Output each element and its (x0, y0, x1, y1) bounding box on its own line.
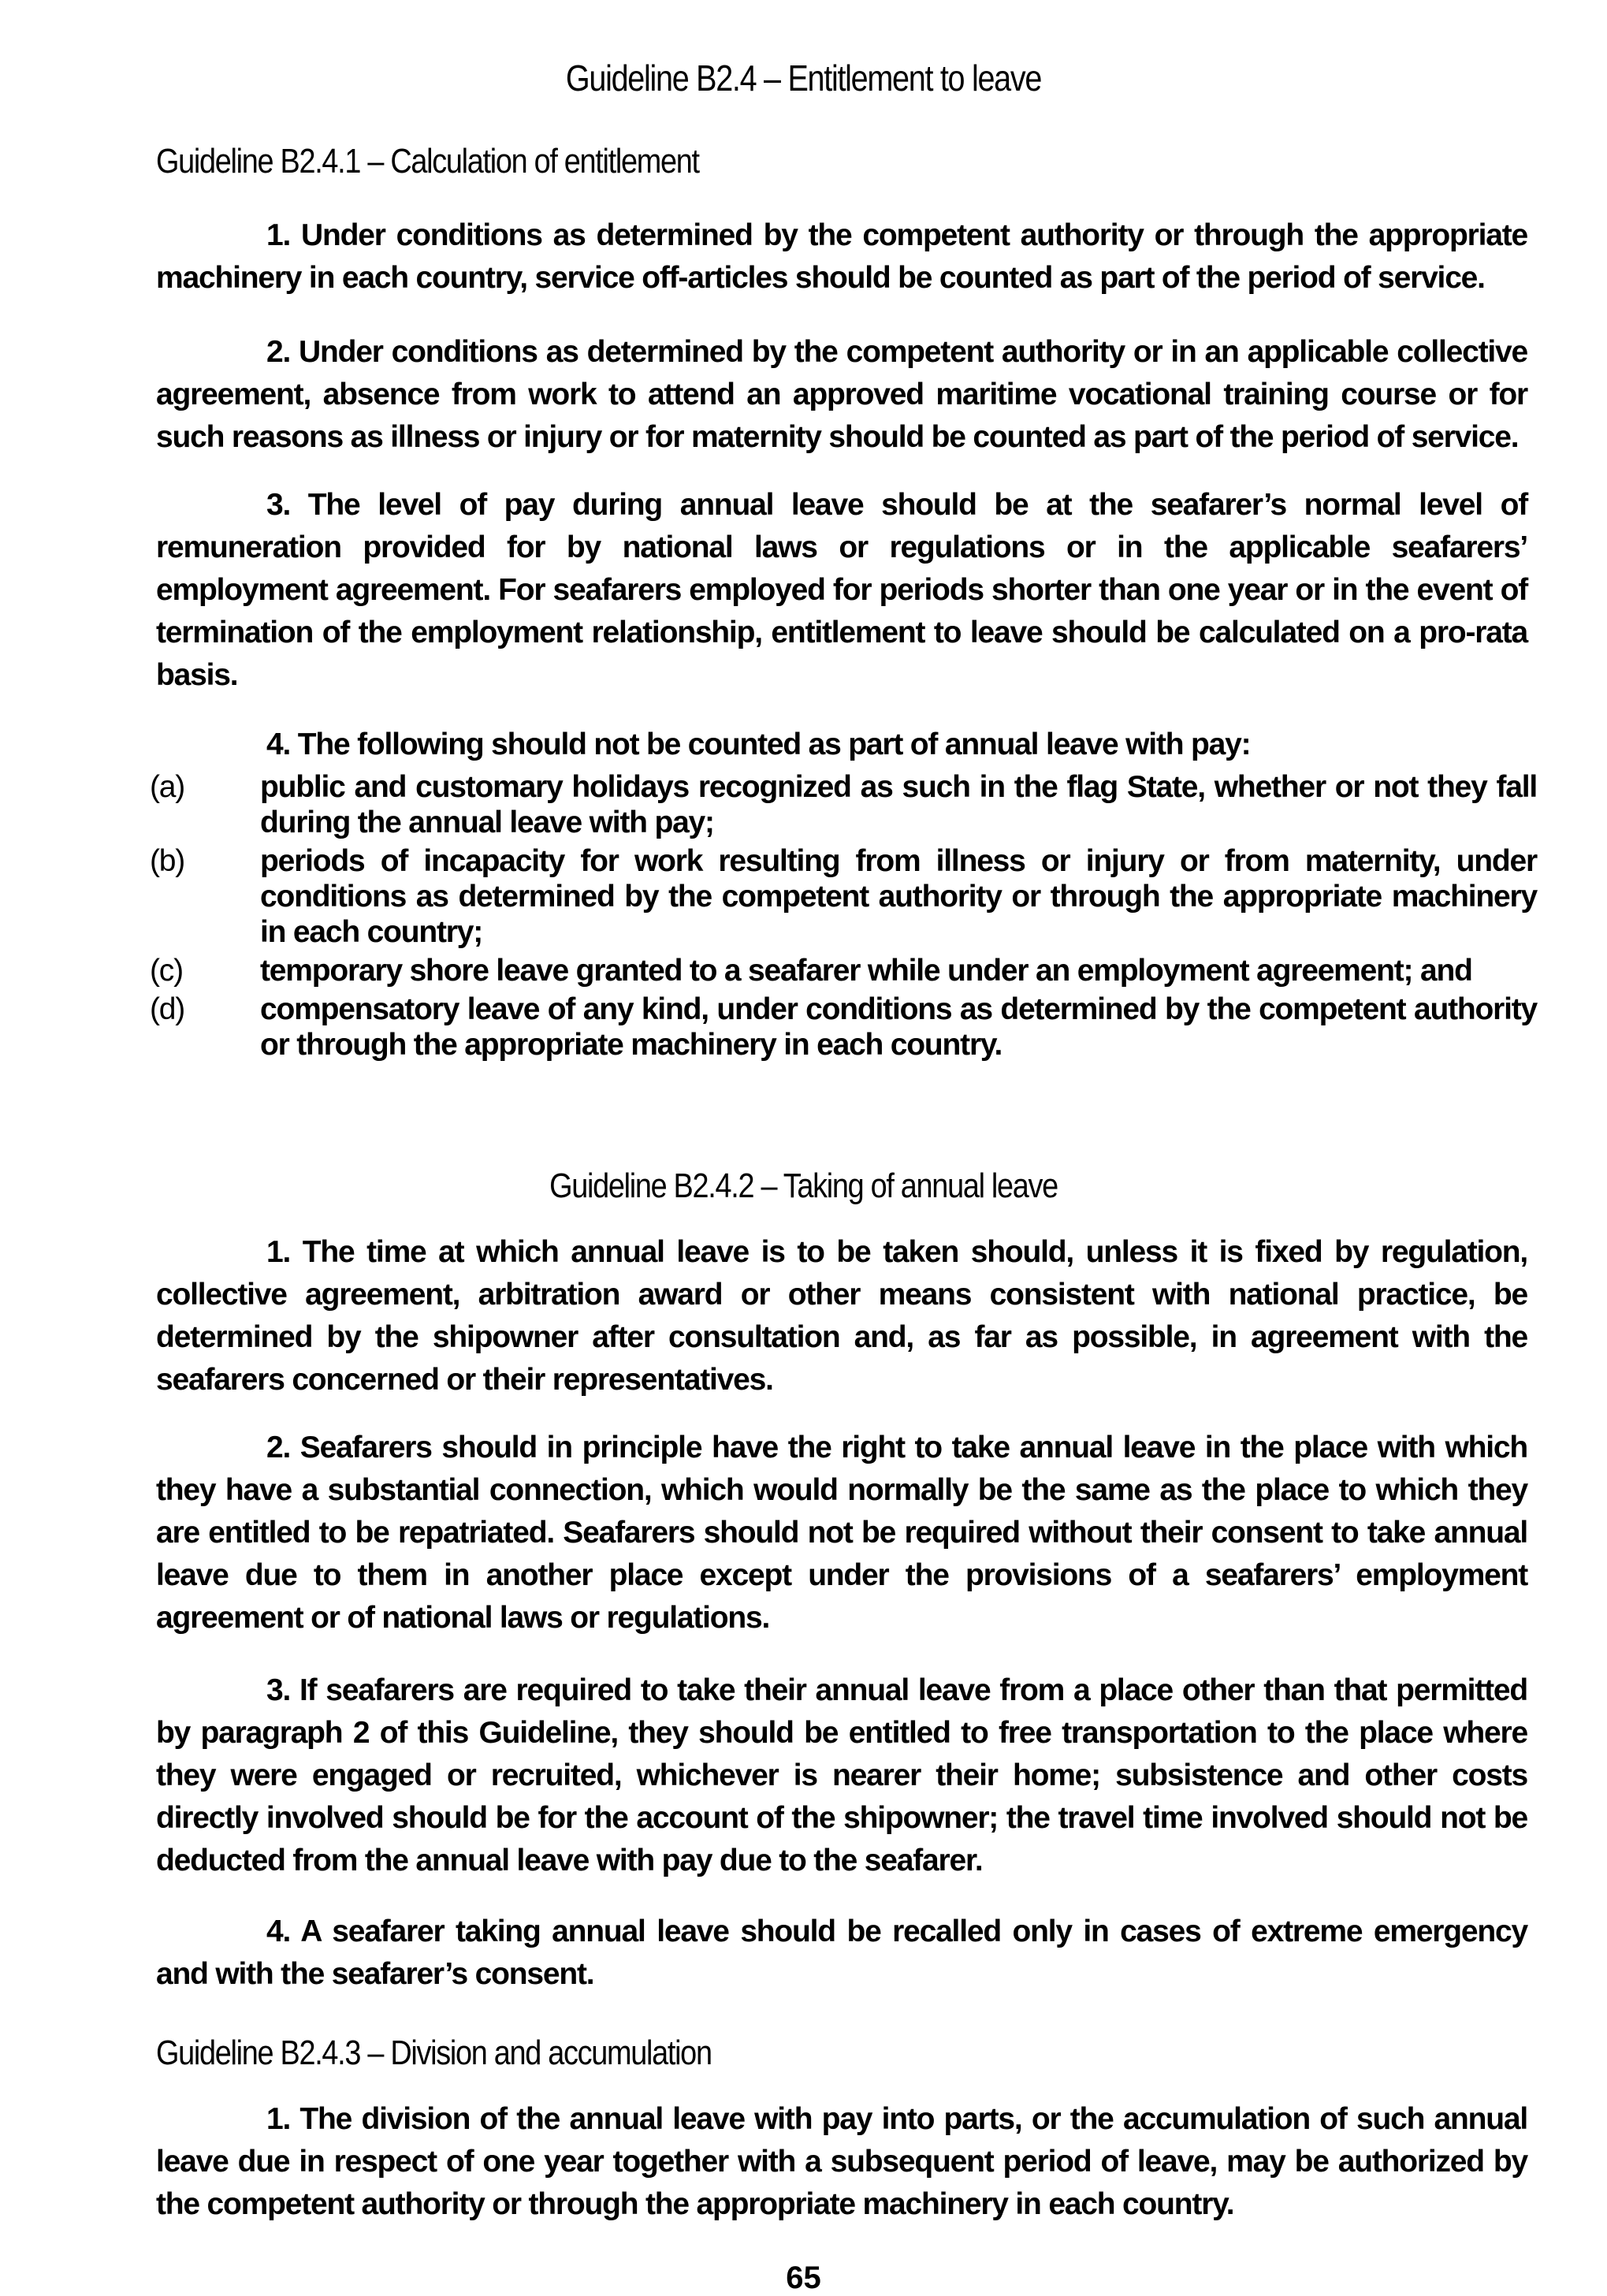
paragraph-b2-4-3-1 (156, 2098, 1527, 2226)
main-heading: Guideline B2.4 – Entitlement to leave (565, 58, 1042, 99)
list-item-label: (b) (150, 844, 185, 878)
paragraph-b2-4-2-1 (156, 1231, 1527, 1401)
list-item (150, 769, 1537, 840)
paragraph-text: 2. Seafarers should in principle have the right to take annual leave in the place with which they have a substantial connection, which would normally be the same as the place to which they are entitled to be repatriated. Seafarers should not be required without their consent to take annual leave due to them in another place except under the provisions of a seafarers’ employment agreement or of national laws or regulations. (156, 1431, 1527, 1635)
section-heading-b2-4-1: Guideline B2.4.1 – Calculation of entitlement (156, 142, 699, 180)
list-item-label: (c) (150, 954, 183, 988)
paragraph-text: 4. The following should not be counted as part of annual leave with pay: (266, 728, 1251, 761)
list-item (150, 953, 1537, 988)
paragraph-b2-4-1-2 (156, 331, 1527, 459)
paragraph-text: 2. Under conditions as determined by the competent authority or in an applicable collective agreement, absence from work to attend an approved maritime vocational training course or for such reasons as illness or injury or for maternity should be counted as part of the period of service. (156, 335, 1527, 454)
paragraph-b2-4-2-4 (156, 1911, 1527, 1996)
paragraph-b2-4-1-3 (156, 484, 1527, 697)
paragraph-text: 4. A seafarer taking annual leave should be recalled only in cases of extreme emergency and with the seafarer’s consent. (156, 1915, 1527, 1991)
exclusion-list (150, 769, 1537, 1066)
list-item-text: compensatory leave of any kind, under conditions as determined by the competent authority or through the appropriate machinery in each country. (260, 992, 1537, 1062)
list-item (150, 843, 1537, 950)
list-item-label: (a) (150, 770, 185, 804)
paragraph-b2-4-1-4 (156, 724, 1527, 766)
paragraph-b2-4-2-2 (156, 1427, 1527, 1639)
list-item-text: public and customary holidays recognized as such in the flag State, whether or not they fall during the annual leave with pay; (260, 770, 1537, 839)
paragraph-text: 1. The division of the annual leave with pay into parts, or the accumulation of such annual leave due in respect of one year together with a subsequent period of leave, may be authorized by the competent authority or through the appropriate machinery in each country. (156, 2102, 1527, 2221)
paragraph-b2-4-2-3 (156, 1669, 1527, 1882)
paragraph-text: 3. The level of pay during annual leave should be at the seafarer’s normal level of remuneration provided for by national laws or regulations or in the applicable seafarers’ employment agreement. For seafarers employed for periods shorter than one year or in the event of termination of the employment relationship, entitlement to leave should be calculated on a pro-rata basis. (156, 488, 1527, 692)
list-item-text: periods of incapacity for work resulting from illness or injury or from maternity, under conditions as determined by the competent authority or through the appropriate machinery in each country; (260, 844, 1537, 949)
paragraph-text: 1. Under conditions as determined by the competent authority or through the appropriate machinery in each country, service off-articles should be counted as part of the period of service. (156, 218, 1527, 295)
page-number: 65 (786, 2261, 821, 2295)
list-item-label: (d) (150, 992, 185, 1026)
list-item-text: temporary shore leave granted to a seafarer while under an employment agreement; and (260, 954, 1472, 988)
paragraph-text: 1. The time at which annual leave is to be taken should, unless it is fixed by regulation, collective agreement, arbitration award or other means consistent with national practice, be determined by the shipowner after consultation and, as far as possible, in agreement with the seafarers concerned or their representatives. (156, 1235, 1527, 1397)
section-heading-b2-4-2: Guideline B2.4.2 – Taking of annual leave (549, 1167, 1058, 1205)
section-heading-b2-4-3: Guideline B2.4.3 – Division and accumulation (156, 2034, 712, 2072)
list-item (150, 992, 1537, 1062)
paragraph-b2-4-1-1 (156, 214, 1527, 300)
paragraph-text: 3. If seafarers are required to take their annual leave from a place other than that permitted by paragraph 2 of this Guideline, they should be entitled to free transportation to the place where they were engaged or recruited, whichever is nearer their home; subsistence and other costs directly involved should be for the account of the shipowner; the travel time involved should not be deducted from the annual leave with pay due to the seafarer. (156, 1673, 1527, 1877)
